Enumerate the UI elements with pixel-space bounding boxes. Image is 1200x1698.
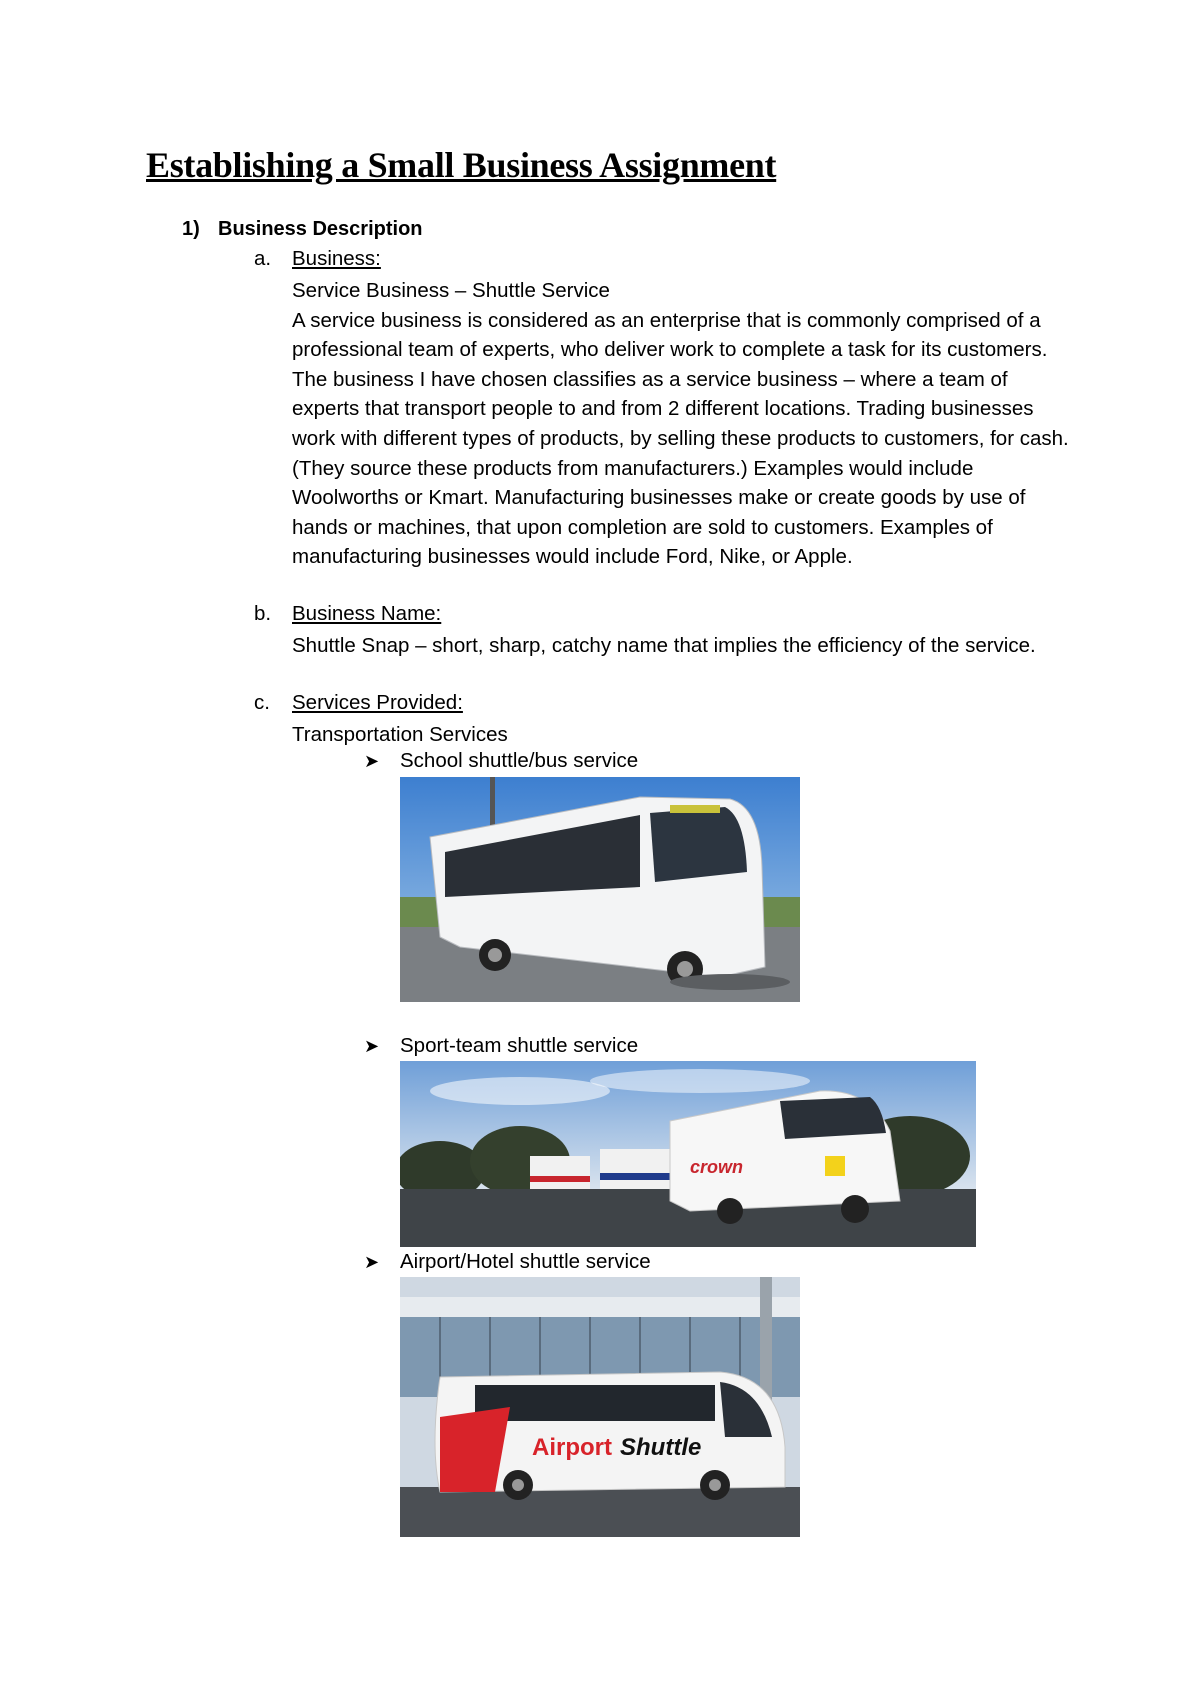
bullet-text: Sport-team shuttle service: [400, 1034, 639, 1057]
business-body: [292, 276, 1092, 572]
subitem-letter: c.: [254, 691, 270, 714]
arrowhead-bullet-icon: ➤: [364, 1036, 380, 1056]
business-name-body: [292, 631, 1092, 661]
subitem-business-name: [254, 602, 441, 626]
airport-livery-word: Airport: [532, 1434, 612, 1461]
arrowhead-bullet-icon: ➤: [364, 751, 380, 771]
airport-shuttle-photo: [400, 1277, 800, 1537]
subitem-business: [254, 247, 381, 271]
business-subtitle: Service Business – Shuttle Service: [292, 279, 610, 302]
sport-bus-livery: crown: [690, 1157, 744, 1177]
section-heading-text: Business Description: [218, 218, 423, 240]
subitem-label: Services Provided:: [292, 691, 463, 714]
bullet-item: [364, 1034, 638, 1058]
subitem-letter: b.: [254, 602, 272, 625]
subitem-services: [254, 691, 463, 715]
bullet-item: [364, 749, 638, 773]
arrowhead-bullet-icon: ➤: [364, 1252, 380, 1272]
services-body: [292, 720, 1092, 750]
sport-team-bus-photo: [400, 1061, 976, 1247]
bullet-text: Airport/Hotel shuttle service: [400, 1250, 651, 1273]
bullet-text: School shuttle/bus service: [400, 749, 639, 772]
section-heading: [182, 218, 423, 241]
business-name-text: Shuttle Snap – short, sharp, catchy name that implies the efficiency of the service.: [292, 634, 1036, 657]
school-bus-photo: [400, 777, 800, 1002]
business-paragraph: A service business is considered as an enterprise that is commonly comprised of a professional team of experts, who deliver work to complete a task for its customers. The business I have chosen classifies as a service business – where a team of experts that transport people to and from 2 different locations. Trading businesses work with different types of products, by selling these products to customers, for cash. (They source these products from manufacturers.) Examples would include Woolworths or Kmart. Manufacturing businesses make or create goods by use of hands or machines, that upon completion are sold to customers. Examples of manufacturing businesses would include Ford, Nike, or Apple.: [292, 308, 1069, 569]
subitem-label: Business Name:: [292, 602, 442, 625]
subitem-label: Business:: [292, 247, 381, 270]
subitem-letter: a.: [254, 247, 272, 270]
bullet-item: [364, 1250, 651, 1274]
services-subtitle: Transportation Services: [292, 723, 508, 746]
section-number: 1): [182, 218, 200, 240]
document-title: Establishing a Small Business Assignment: [146, 145, 777, 185]
shuttle-livery-word: Shuttle: [620, 1434, 702, 1461]
